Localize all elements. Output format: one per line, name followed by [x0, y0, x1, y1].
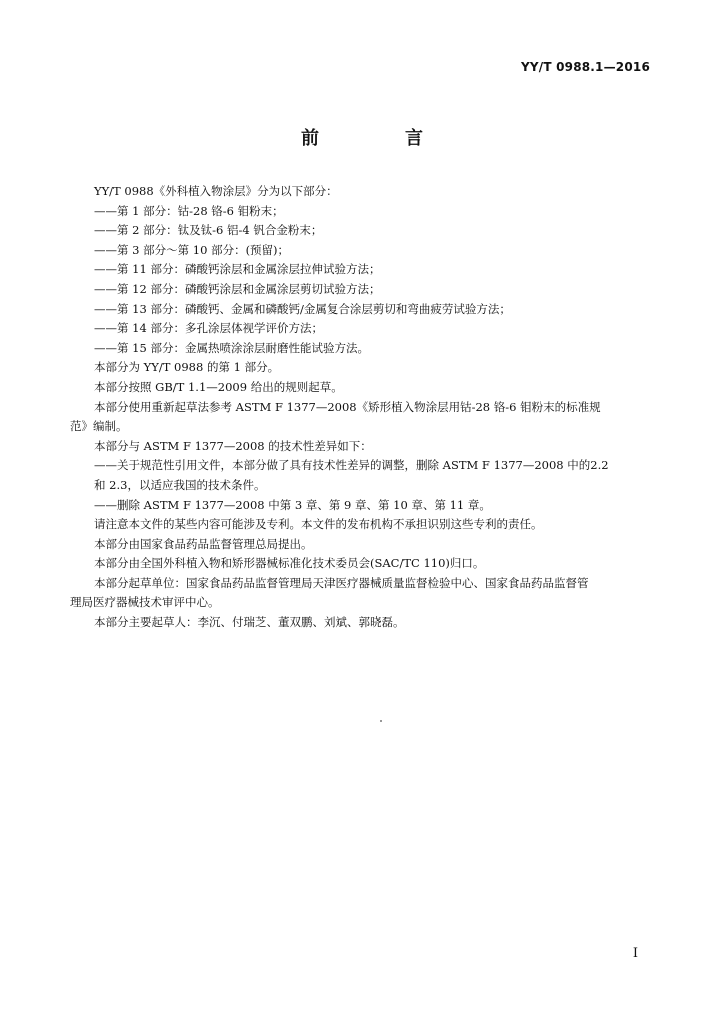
paragraph: 本部分起草单位：国家食品药品监督管理局天津医疗器械质量监督检验中心、国家食品药品监督管 [94, 575, 589, 590]
list-item: ——第 14 部分：多孔涂层体视学评价方法； [94, 321, 323, 336]
paragraph-continuation: 范》编制。 [70, 419, 128, 434]
paragraph: 本部分由国家食品药品监督管理总局提出。 [94, 536, 313, 551]
list-item: ——删除 ASTM F 1377—2008 中第 3 章、第 9 章、第 10 章、第 11 章。 [94, 497, 491, 512]
paragraph-continuation: 理局医疗器械技术审评中心。 [70, 595, 220, 610]
list-item: ——关于规范性引用文件，本部分做了具有技术性差异的调整，删除 ASTM F 1377—2008 中的2.2 [94, 458, 609, 473]
paragraph: 本部分为 YY/T 0988 的第 1 部分。 [94, 360, 280, 375]
page-title: 前 言 [301, 128, 457, 149]
scan-speck [380, 720, 382, 722]
paragraph: 本部分与 ASTM F 1377—2008 的技术性差异如下： [94, 438, 372, 453]
list-item: ——第 1 部分：钴-28 铬-6 钼粉末； [94, 203, 284, 218]
list-item: ——第 13 部分：磷酸钙、金属和磷酸钙/金属复合涂层剪切和弯曲疲劳试验方法； [94, 301, 511, 316]
list-item: ——第 11 部分：磷酸钙涂层和金属涂层拉伸试验方法； [94, 262, 381, 277]
paragraph: 请注意本文件的某些内容可能涉及专利。本文件的发布机构不承担识别这些专利的责任。 [94, 517, 543, 532]
paragraph-continuation: 和 2.3，以适应我国的技术条件。 [94, 477, 266, 492]
paragraph: 本部分由全国外科植入物和矫形器械标准化技术委员会(SAC/TC 110)归口。 [94, 556, 485, 571]
list-item: ——第 15 部分：金属热喷涂涂层耐磨性能试验方法。 [94, 340, 369, 355]
standard-number: YY/T 0988.1—2016 [520, 60, 650, 74]
paragraph: 本部分主要起草人：李沉、付瑞芝、董双鹏、刘斌、郭晓磊。 [94, 615, 405, 630]
paragraph: 本部分按照 GB/T 1.1—2009 给出的规则起草。 [94, 379, 343, 394]
list-item: ——第 12 部分：磷酸钙涂层和金属涂层剪切试验方法； [94, 281, 381, 296]
preface-body [70, 182, 658, 633]
page-number: I [632, 946, 638, 961]
list-item: ——第 2 部分：钛及钛-6 铝-4 钒合金粉末； [94, 223, 323, 238]
list-item: ——第 3 部分～第 10 部分：(预留)； [94, 242, 290, 257]
paragraph: 本部分使用重新起草法参考 ASTM F 1377—2008《矫形植入物涂层用钴-28 铬-6 钼粉末的标准规 [94, 399, 601, 414]
paragraph: YY/T 0988《外科植入物涂层》分为以下部分： [94, 184, 338, 198]
